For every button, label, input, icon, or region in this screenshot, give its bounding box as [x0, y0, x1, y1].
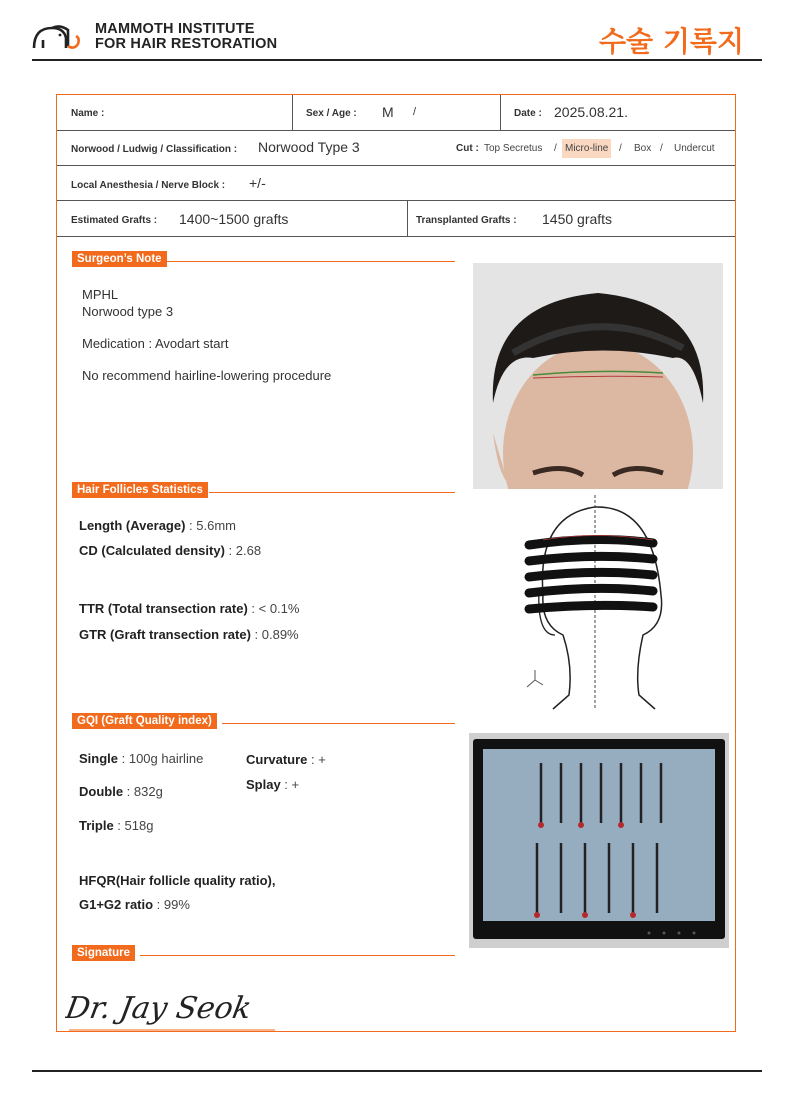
- cut-separator: /: [619, 143, 622, 154]
- sex-age-label: Sex / Age :: [306, 108, 357, 119]
- cut-separator: /: [660, 143, 663, 154]
- elephant-logo-icon: [30, 20, 90, 52]
- stat-value: : 99%: [153, 897, 190, 912]
- divider: [500, 95, 501, 131]
- stat-value: : 2.68: [224, 543, 262, 558]
- section-title-follicle-stats: Hair Follicles Statistics: [72, 482, 208, 498]
- stat-value: : +: [307, 752, 326, 767]
- divider: [407, 201, 408, 237]
- note-line: MPHL: [82, 287, 119, 302]
- section-underline: [209, 492, 455, 493]
- note-line: Norwood type 3: [82, 304, 174, 319]
- section-title-signature: Signature: [72, 945, 135, 961]
- gqi-double: [79, 784, 163, 799]
- sex-value[interactable]: M: [382, 104, 394, 120]
- stat-label: GTR (Graft transection rate): [79, 627, 251, 642]
- section-title-surgeons-note: Surgeon’s Note: [72, 251, 167, 267]
- brand-name: [95, 22, 277, 52]
- stat-value: : 518g: [113, 818, 154, 833]
- gqi-triple: [79, 818, 153, 833]
- signature-image: [65, 980, 285, 1040]
- stat-ttr: [79, 601, 299, 616]
- cut-option-micro-line[interactable]: Micro-line: [562, 139, 611, 158]
- stat-value: : < 0.1%: [247, 601, 300, 616]
- stat-label: Single: [79, 751, 119, 766]
- section-underline: [222, 723, 455, 724]
- cut-option-box[interactable]: Box: [634, 143, 652, 154]
- surgery-record-form: [56, 94, 736, 1032]
- classification-value[interactable]: Norwood Type 3: [258, 139, 360, 155]
- anesthesia-value[interactable]: +/-: [249, 175, 266, 191]
- cut-separator: /: [554, 143, 557, 154]
- stat-value: : 100g hairline: [118, 751, 204, 766]
- stat-value: : +: [280, 777, 300, 792]
- stat-label: G1+G2 ratio: [79, 897, 154, 912]
- stat-gtr: [79, 627, 299, 642]
- gqi-splay: [246, 777, 299, 792]
- stat-cd: [79, 543, 261, 558]
- cut-option-undercut[interactable]: Undercut: [674, 143, 715, 154]
- form-row-identity: [57, 95, 735, 131]
- cut-option-top-secretus[interactable]: Top Secretus: [484, 143, 543, 154]
- form-row-grafts: [57, 201, 735, 237]
- gqi-single: [79, 751, 203, 766]
- signature-text: Dr. Jay Seok: [65, 991, 255, 1026]
- brand-line-2: FOR HAIR RESTORATION: [95, 36, 278, 52]
- stat-value: : 832g: [123, 784, 163, 799]
- stat-length: [79, 518, 236, 533]
- divider: [292, 95, 293, 131]
- sex-age-separator: /: [413, 106, 417, 118]
- donor-area-head-diagram: [515, 495, 695, 715]
- stat-label: Splay: [246, 777, 281, 792]
- header-divider: [32, 59, 762, 61]
- surgeons-note-body: [82, 286, 331, 384]
- section-underline: [140, 955, 455, 956]
- stat-label: Length (Average): [79, 518, 186, 533]
- note-line: No recommend hairline-lowering procedure: [82, 368, 332, 383]
- footer-divider: [32, 1070, 762, 1072]
- gqi-hfqr: [79, 873, 275, 888]
- stat-label: Double: [79, 784, 124, 799]
- transplanted-grafts-value[interactable]: 1450 grafts: [542, 211, 613, 227]
- transplanted-grafts-label: Transplanted Grafts :: [416, 215, 517, 226]
- section-underline: [167, 261, 455, 262]
- gqi-ratio: [79, 897, 190, 912]
- gqi-curvature: [246, 752, 326, 767]
- form-row-classification: [57, 131, 735, 166]
- brand-line-1: MAMMOTH INSTITUTE: [95, 21, 255, 37]
- stat-label: CD (Calculated density): [79, 543, 225, 558]
- section-title-gqi: GQI (Graft Quality index): [72, 713, 217, 729]
- estimated-grafts-value[interactable]: 1400~1500 grafts: [179, 211, 289, 227]
- graft-microscope-photo: [469, 733, 729, 948]
- stat-label: Triple: [79, 818, 114, 833]
- stat-label: HFQR(Hair follicle quality ratio),: [79, 873, 276, 888]
- estimated-grafts-label: Estimated Grafts :: [71, 215, 158, 226]
- stat-label: TTR (Total transection rate): [79, 601, 248, 616]
- form-row-anesthesia: [57, 166, 735, 201]
- page-title: 수술 기록지: [599, 25, 744, 58]
- stat-value: : 5.6mm: [185, 518, 236, 533]
- stat-label: Curvature: [246, 752, 308, 767]
- date-value[interactable]: 2025.08.21.: [554, 104, 628, 120]
- stat-value: : 0.89%: [250, 627, 299, 642]
- cut-label: Cut :: [456, 143, 479, 154]
- name-label: Name :: [71, 108, 105, 119]
- patient-hairline-photo: [473, 263, 723, 489]
- classification-label: Norwood / Ludwig / Classification :: [71, 144, 238, 155]
- date-label: Date :: [514, 108, 542, 119]
- note-line: Medication : Avodart start: [82, 336, 229, 351]
- anesthesia-label: Local Anesthesia / Nerve Block :: [71, 180, 226, 191]
